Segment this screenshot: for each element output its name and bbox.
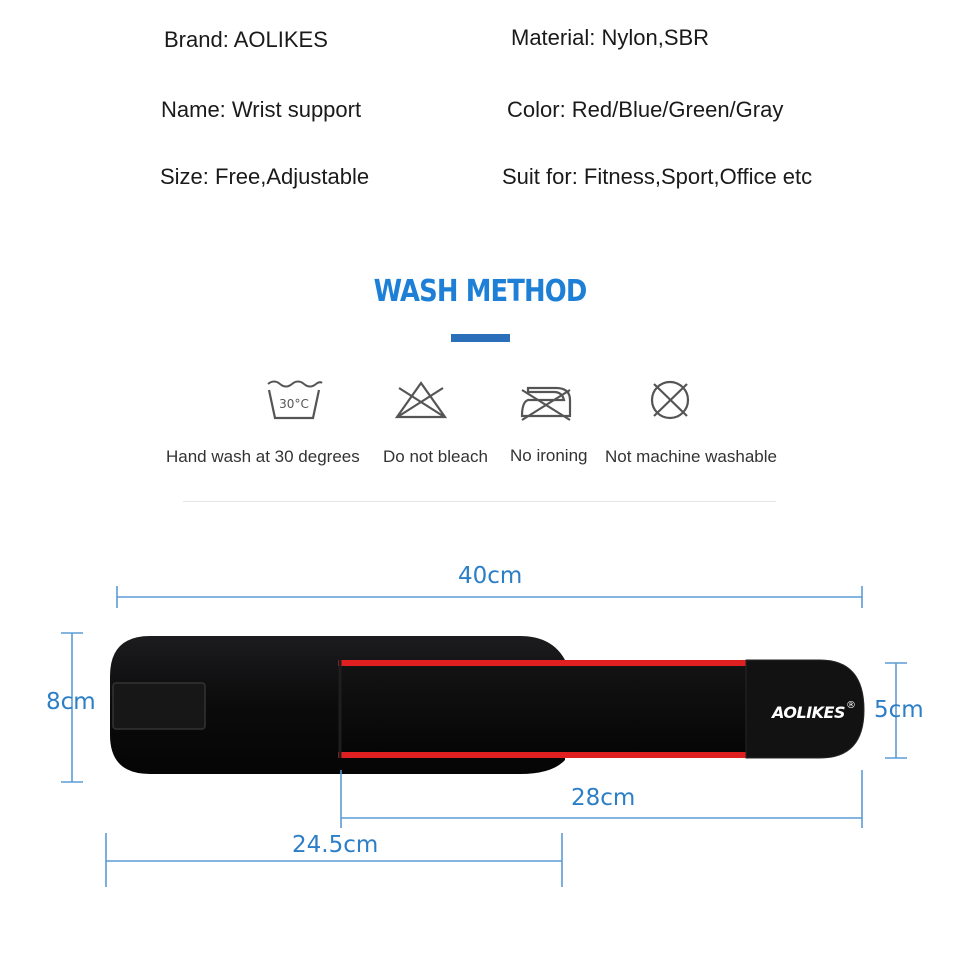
wash-temp-badge: 30°C [279,397,309,411]
dim-width: 8cm [46,689,96,715]
no-machine-wash-label: Not machine washable [605,447,777,466]
strap-top-edge [338,660,756,666]
dim-strap-length: 28cm [571,785,636,811]
wash-method-title: WASH METHOD [373,274,587,309]
dim-total-length: 40cm [458,563,523,589]
brand-logo: AOLIKES [772,703,845,722]
dim-strap-width: 5cm [874,697,924,723]
no-ironing-label: No ironing [510,446,588,465]
spec-material: Material: Nylon,SBR [511,25,710,50]
hand-wash-label: Hand wash at 30 degrees [166,447,360,466]
spec-name: Name: Wrist support [161,97,362,122]
spec-brand: Brand: AOLIKES [164,27,328,52]
velcro-pad [113,683,205,729]
strap-bottom-edge [338,752,756,758]
spec-color: Color: Red/Blue/Green/Gray [507,97,784,122]
brand-registered-mark: ® [846,700,856,711]
spec-size: Size: Free,Adjustable [160,164,370,189]
dim-body-length: 24.5cm [292,832,379,858]
spec-suit: Suit for: Fitness,Sport,Office etc [502,164,813,189]
elastic-strap [338,660,756,758]
no-bleach-label: Do not bleach [383,447,488,466]
